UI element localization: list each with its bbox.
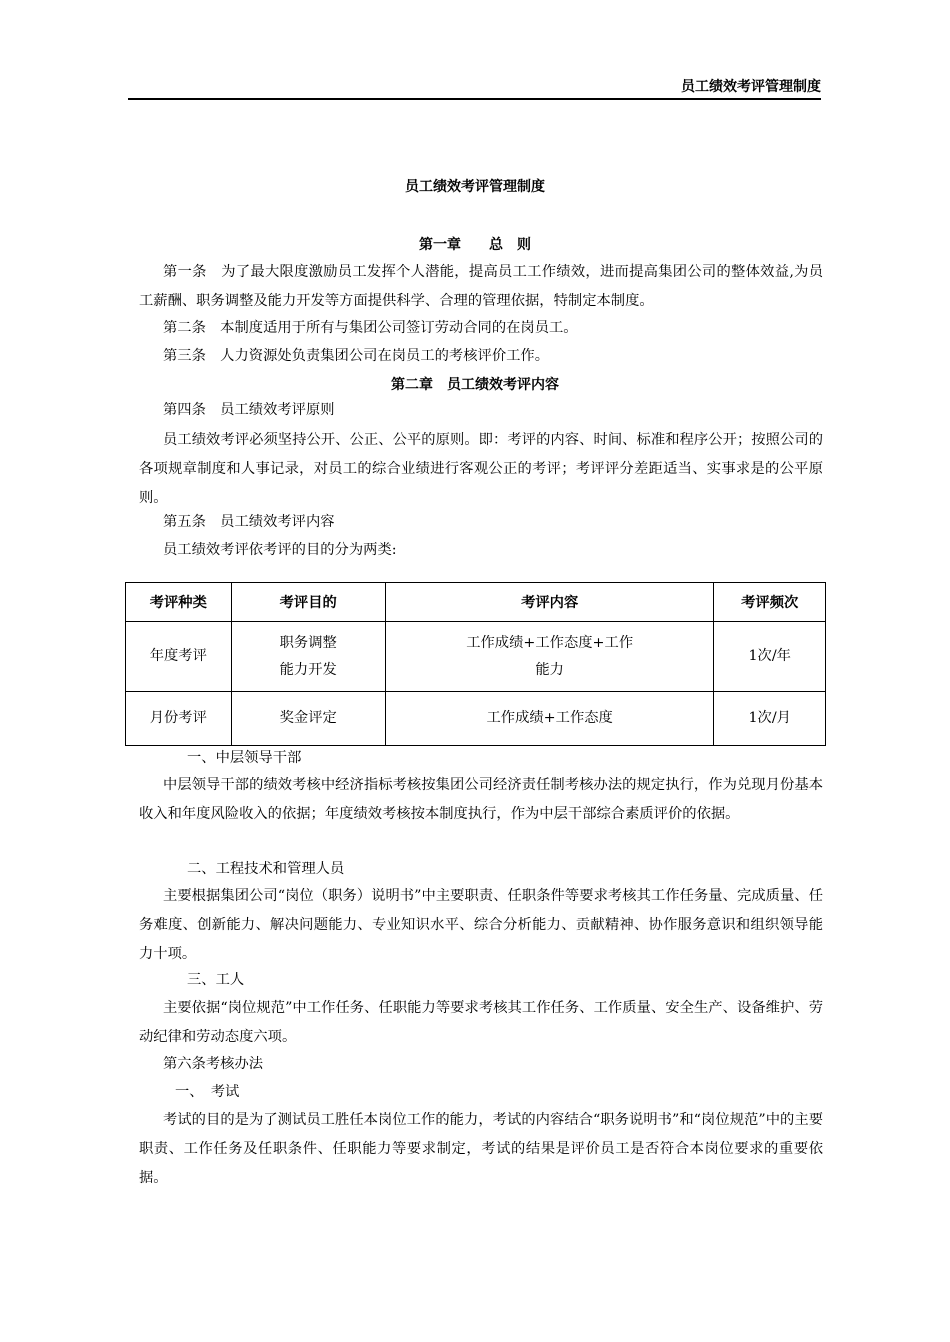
cell-frequency: 1次/月 (714, 692, 826, 746)
page-header: 员工绩效考评管理制度 (128, 76, 821, 100)
section-1-body: 中层领导干部的绩效考核中经济指标考核按集团公司经济责任制考核办法的规定执行，作为兑现月份基本收入和年度风险收入的依据；年度绩效考核按本制度执行，作为中层干部综合素质评价的依据。 (139, 777, 823, 822)
header-purpose: 考评目的 (231, 583, 385, 622)
header-type: 考评种类 (126, 583, 232, 622)
purpose-line: 职务调整 (279, 634, 337, 651)
document-title: 员工绩效考评管理制度 (405, 179, 545, 195)
cell-content (385, 622, 714, 692)
chapter-2-heading: 第二章 员工绩效考评内容 (391, 377, 559, 393)
article-2: 第二条 本制度适用于所有与集团公司签订劳动合同的在岗员工。 (163, 320, 578, 336)
cell-type: 月份考评 (126, 692, 232, 746)
section-3-body: 主要依据“岗位规范”中工作任务、任职能力等要求考核其工作任务、工作质量、安全生产、设备维护、劳动纪律和劳动态度六项。 (139, 1000, 823, 1045)
article-5-body: 员工绩效考评依考评的目的分为两类: (163, 542, 397, 558)
section-2-heading: 二、工程技术和管理人员 (187, 861, 345, 877)
table-header-row (126, 583, 826, 622)
table-row (126, 692, 826, 746)
content-line: 能力 (535, 661, 564, 678)
header-frequency: 考评频次 (714, 583, 826, 622)
subsection-1-body: 考试的目的是为了测试员工胜任本岗位工作的能力，考试的内容结合“职务说明书”和“岗位规范”中的主要职责、工作任务及任职条件、任职能力等要求制定，考试的结果是评价员工是否符合本岗位要求的重要依据。 (139, 1112, 823, 1186)
purpose-line: 能力开发 (279, 661, 337, 678)
table-row (126, 622, 826, 692)
article-1: 第一条 为了最大限度激励员工发挥个人潜能，提高员工工作绩效，进而提高集团公司的整体效益,为员工薪酬、职务调整及能力开发等方面提供科学、合理的管理依据，特制定本制度。 (139, 264, 823, 309)
article-5: 第五条 员工绩效考评内容 (163, 514, 335, 530)
chapter-1-heading: 第一章 总 则 (419, 237, 531, 253)
article-6: 第六条考核办法 (163, 1056, 264, 1072)
cell-content: 工作成绩+工作态度 (385, 692, 714, 746)
section-3-heading: 三、工人 (187, 972, 245, 988)
article-4-body: 员工绩效考评必须坚持公开、公正、公平的原则。即：考评的内容、时间、标准和程序公开；按照公司的各项规章制度和人事记录，对员工的综合业绩进行客观公正的考评；考评评分差距适当、实事求是的公平原则。 (139, 432, 823, 506)
cell-type: 年度考评 (126, 622, 232, 692)
section-2-body: 主要根据集团公司“岗位（职务）说明书”中主要职责、任职条件等要求考核其工作任务量、完成质量、任务难度、创新能力、解决问题能力、专业知识水平、综合分析能力、贡献精神、协作服务意识和组织领导能力十项。 (139, 888, 823, 962)
cell-frequency: 1次/年 (714, 622, 826, 692)
evaluation-table (125, 582, 826, 746)
cell-purpose: 奖金评定 (231, 692, 385, 746)
subsection-1-heading: 一、 考试 (175, 1084, 240, 1100)
article-3: 第三条 人力资源处负责集团公司在岗员工的考核评价工作。 (163, 348, 550, 364)
section-1-heading: 一、中层领导干部 (187, 750, 302, 766)
cell-purpose (231, 622, 385, 692)
article-4: 第四条 员工绩效考评原则 (163, 402, 335, 418)
content-line: 工作成绩+工作态度+工作 (466, 634, 634, 651)
header-content: 考评内容 (385, 583, 714, 622)
